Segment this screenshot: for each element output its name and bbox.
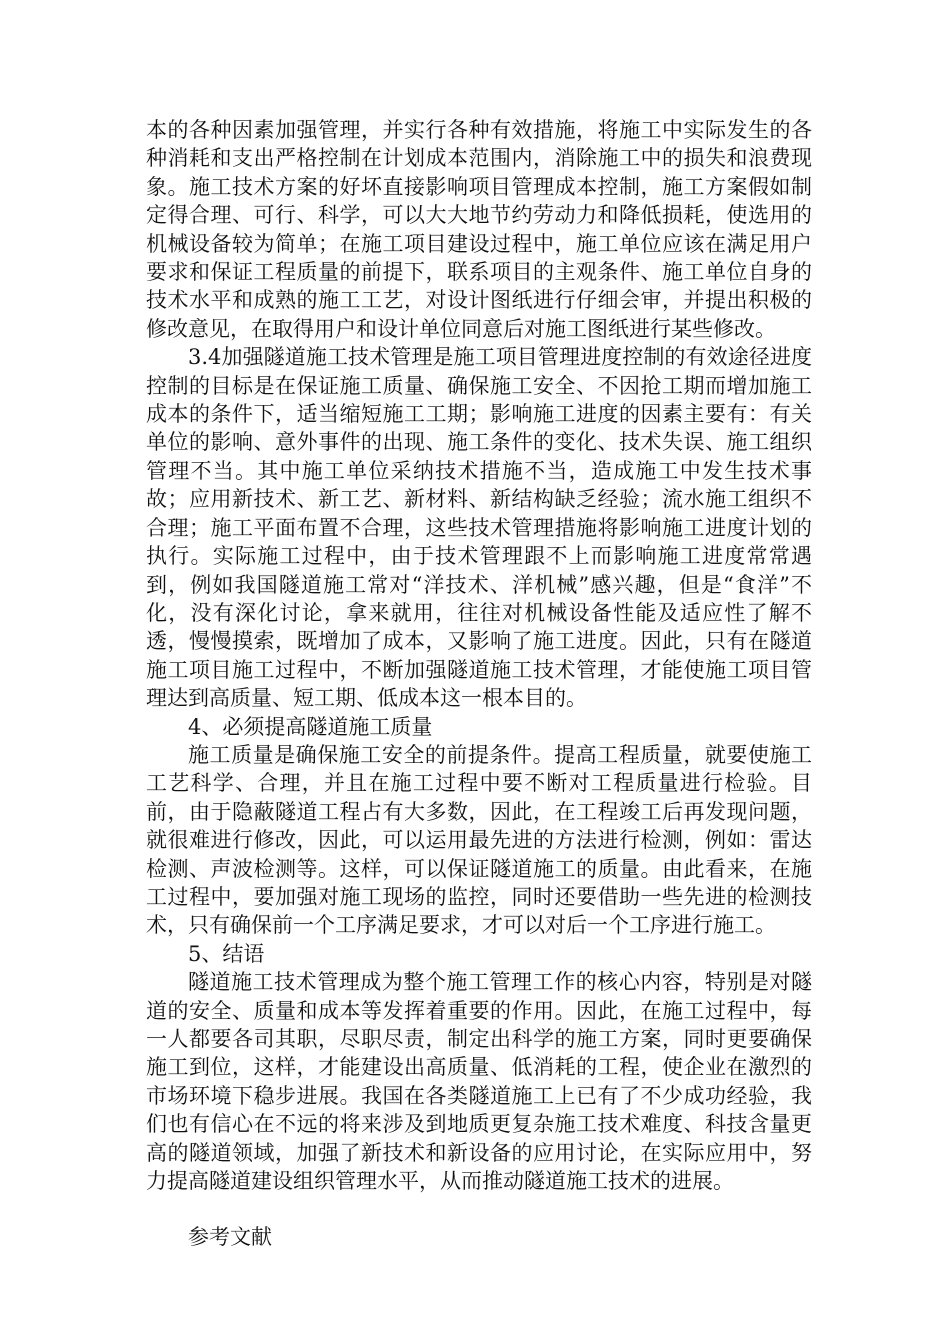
section-heading-quality: 4、必须提高隧道施工质量 [188,714,433,739]
blank-line [146,1195,812,1223]
section-heading-conclusion: 5、结语 [188,941,265,966]
references-heading: 参考文献 [188,1225,272,1250]
body-paragraph-cost-control: 本的各种因素加强管理，并实行各种有效措施，将施工中实际发生的各种消耗和支出严格控制在计划成本范围内，消除施工中的损失和浪费现象。施工技术方案的好坏直接影响项目管理成本控制，施工方案假如制定得合理、可行、科学，可以大大地节约劳动力和降低损耗，使选用的机械设备较为简单；在施工项目建设过程中，施工单位应该在满足用户要求和保证工程质量的前提下，联系项目的主观条件、施工单位自身的技术水平和成熟的施工工艺，对设计图纸进行仔细会审，并提出积极的修改意见，在取得用户和设计单位同意后对施工图纸进行某些修改。 [146,118,812,341]
body-paragraph-schedule-control: 3.4加强隧道施工技术管理是施工项目管理进度控制的有效途径进度控制的目标是在保证施工质量、确保施工安全、不因抢工期而增加施工成本的条件下，适当缩短施工工期；影响施工进度的因素主要有：有关单位的影响、意外事件的出现、施工条件的变化、技术失误、施工组织管理不当。其中施工单位采纳技术措施不当，造成施工中发生技术事故；应用新技术、新工艺、新材料、新结构缺乏经验；流水施工组织不合理；施工平面布置不合理，这些技术管理措施将影响施工进度计划的执行。实际施工过程中，由于技术管理跟不上而影响施工进度常常遇到，例如我国隧道施工常对“洋技术、洋机械”感兴趣，但是“食洋”不化，没有深化讨论，拿来就用，往往对机械设备性能及适应性了解不透，慢慢摸索，既增加了成本，又影响了施工进度。因此，只有在隧道施工项目施工过程中，不断加强隧道施工技术管理，才能使施工项目管理达到高质量、短工期、低成本这一根本目的。 [146,345,812,711]
body-paragraph-quality: 施工质量是确保施工安全的前提条件。提高工程质量，就要使施工工艺科学、合理，并且在施工过程中要不断对工程质量进行检验。目前，由于隐蔽隧道工程占有大多数，因此，在工程竣工后再发现问题，就很难进行修改，因此，可以运用最先进的方法进行检测，例如：雷达检测、声波检测等。这样，可以保证隧道施工的质量。由此看来，在施工过程中，要加强对施工现场的监控，同时还要借助一些先进的检测技术，只有确保前一个工序满足要求，才可以对后一个工序进行施工。 [146,742,812,938]
body-paragraph-conclusion: 隧道施工技术管理成为整个施工管理工作的核心内容，特别是对隧道的安全、质量和成本等发挥着重要的作用。因此，在施工过程中，每一人都要各司其职，尽职尽责，制定出科学的施工方案，同时更要确保施工到位，这样，才能建设出高质量、低消耗的工程，使企业在激烈的市场环境下稳步进展。我国在各类隧道施工上已有了不少成功经验，我们也有信心在不远的将来涉及到地质更复杂施工技术难度、科技含量更高的隧道领域，加强了新技术和新设备的应用讨论，在实际应用中，努力提高隧道建设组织管理水平，从而推动隧道施工技术的进展。 [146,970,812,1194]
document-page [146,116,812,1252]
